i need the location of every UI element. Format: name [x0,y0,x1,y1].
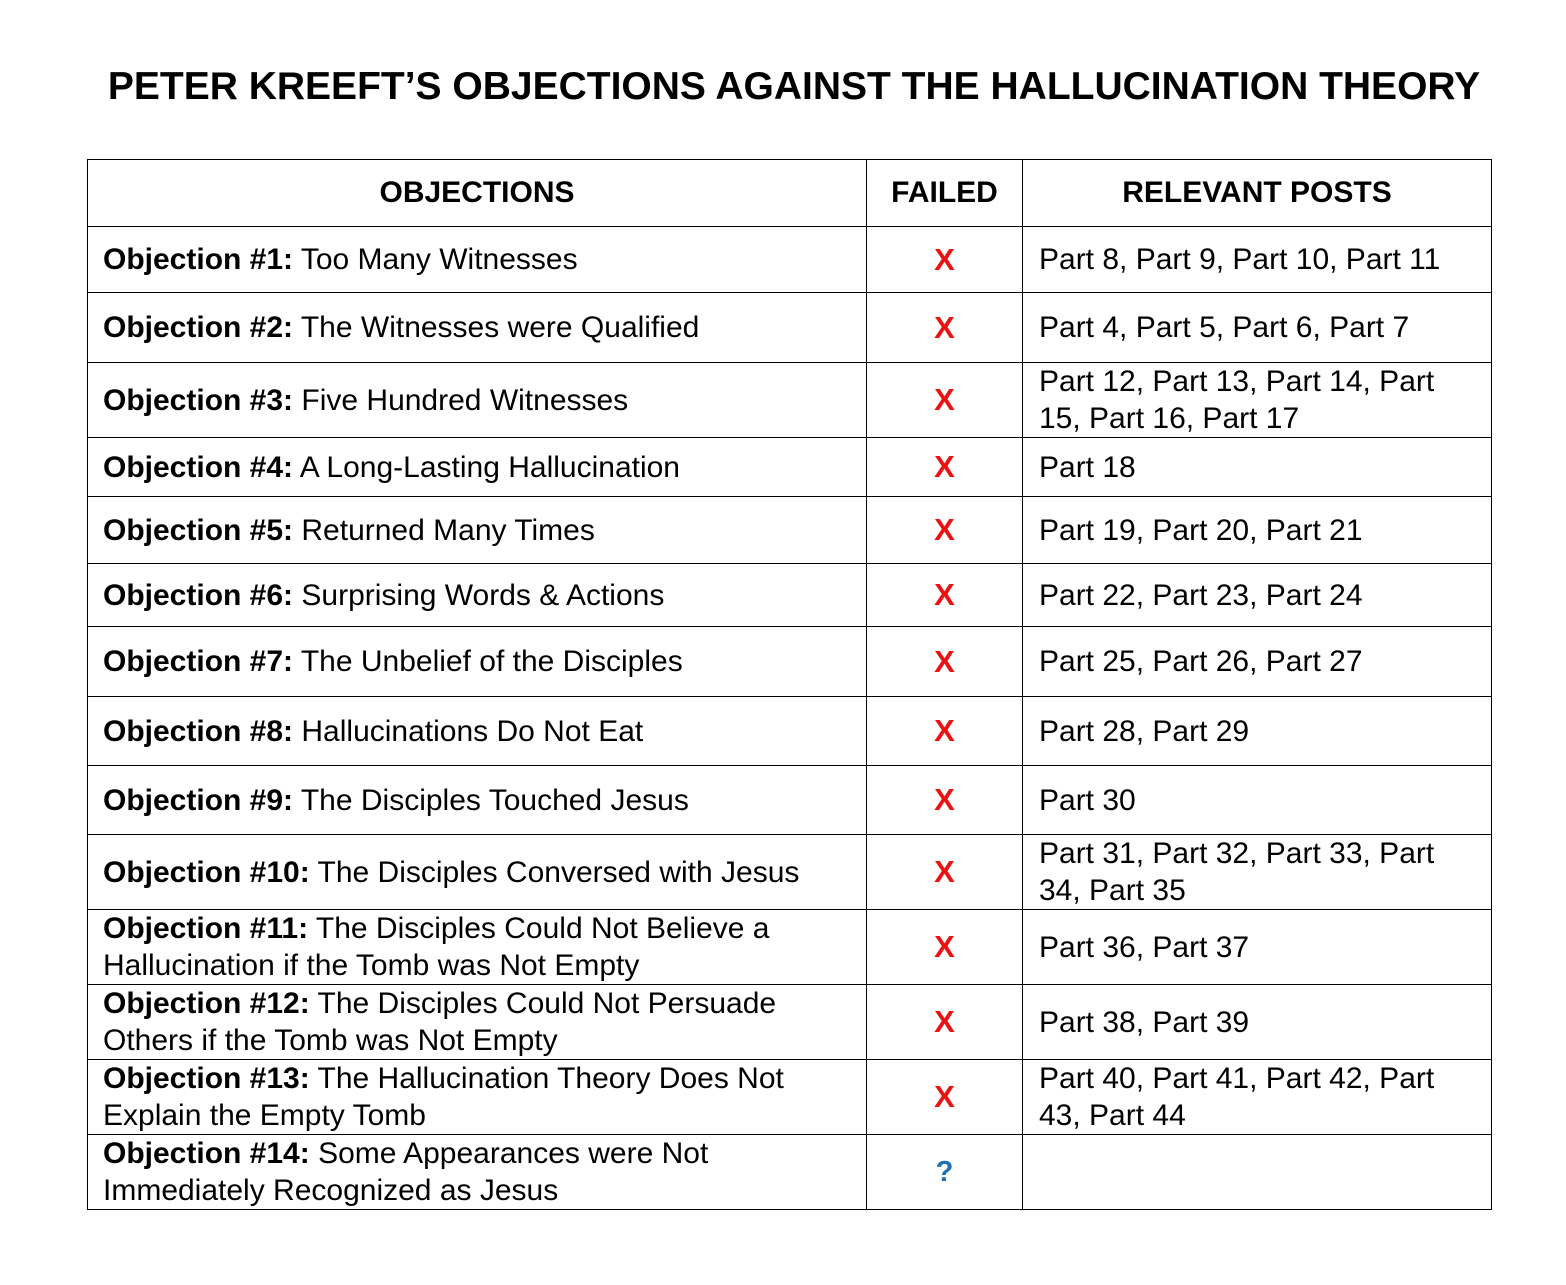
objection-label: Objection #1: [103,243,294,276]
relevant-posts-cell: Part 8, Part 9, Part 10, Part 11 [1023,227,1492,293]
table-row [88,293,1492,363]
objection-text: The Disciples Could Not Believe a Hallucination if the Tomb was Not Empty [103,912,770,982]
header-objections: OBJECTIONS [88,160,867,227]
relevant-posts-cell: Part 38, Part 39 [1023,985,1492,1060]
failed-x-mark: X [934,782,955,817]
objection-cell [88,910,867,985]
objection-label: Objection #3: [103,383,294,417]
objection-cell [88,293,867,363]
failed-x-mark: X [934,643,955,679]
objection-text: A Long-Lasting Hallucination [299,450,680,484]
header-relevant-posts: RELEVANT POSTS [1023,160,1492,227]
objection-text: The Disciples Touched Jesus [300,783,689,817]
objection-cell [88,1060,867,1135]
table-row [88,697,1492,766]
objection-label: Objection #13: [103,1062,310,1095]
relevant-posts-cell: Part 36, Part 37 [1023,910,1492,985]
relevant-posts-cell: Part 22, Part 23, Part 24 [1023,564,1492,627]
failed-x-mark: X [934,929,955,964]
table-row [88,497,1492,564]
failed-cell [867,835,1023,910]
objection-text: Returned Many Times [301,513,595,547]
relevant-posts-cell [1023,1135,1492,1210]
failed-x-mark: X [934,713,955,748]
objection-cell [88,564,867,627]
objection-cell [88,835,867,910]
objection-label: Objection #10: [103,855,310,889]
failed-x-mark: X [934,309,955,345]
failed-cell [867,910,1023,985]
table-row [88,910,1492,985]
failed-x-mark: X [934,241,955,277]
failed-x-mark: X [934,382,955,417]
objection-cell [88,1135,867,1210]
table-row [88,835,1492,910]
header-row [88,160,1492,227]
failed-x-mark: X [934,1079,955,1114]
objection-cell [88,697,867,766]
header-failed: FAILED [867,160,1023,227]
objection-label: Objection #2: [103,311,294,344]
failed-cell [867,766,1023,835]
failed-cell [867,363,1023,438]
relevant-posts-cell: Part 12, Part 13, Part 14, Part 15, Part 16, Part 17 [1023,363,1492,438]
objection-text: The Hallucination Theory Does Not Explain the Empty Tomb [103,1062,784,1132]
failed-cell [867,697,1023,766]
relevant-posts-cell: Part 28, Part 29 [1023,697,1492,766]
objection-cell [88,438,867,497]
failed-x-mark: X [934,1004,955,1039]
table-row [88,1135,1492,1210]
failed-cell [867,497,1023,564]
objection-cell [88,497,867,564]
objection-label: Objection #4: [103,450,294,484]
table-row [88,1060,1492,1135]
relevant-posts-cell: Part 40, Part 41, Part 42, Part 43, Part 44 [1023,1060,1492,1135]
failed-x-mark: X [934,512,955,547]
question-mark-icon: ? [935,1156,954,1188]
objection-cell [88,627,867,697]
objection-text: Hallucinations Do Not Eat [301,714,644,748]
failed-x-mark: X [934,449,955,484]
table-row [88,438,1492,497]
relevant-posts-cell: Part 18 [1023,438,1492,497]
table-row [88,564,1492,627]
objection-cell [88,363,867,438]
failed-cell [867,627,1023,697]
objection-text: The Unbelief of the Disciples [300,645,683,678]
objection-text: The Witnesses were Qualified [300,311,700,344]
relevant-posts-cell: Part 4, Part 5, Part 6, Part 7 [1023,293,1492,363]
objection-label: Objection #12: [103,987,310,1020]
objection-text: The Disciples Conversed with Jesus [317,855,800,889]
failed-cell [867,1135,1023,1210]
relevant-posts-cell: Part 25, Part 26, Part 27 [1023,627,1492,697]
table-row [88,227,1492,293]
failed-cell [867,227,1023,293]
table-row [88,985,1492,1060]
table-row [88,363,1492,438]
relevant-posts-cell: Part 19, Part 20, Part 21 [1023,497,1492,564]
page-title: PETER KREEFT’S OBJECTIONS AGAINST THE HALLUCINATION THEORY [107,65,1481,108]
failed-x-mark: X [934,854,955,889]
objection-label: Objection #11: [103,912,309,945]
objection-text: Five Hundred Witnesses [301,383,629,417]
relevant-posts-cell: Part 31, Part 32, Part 33, Part 34, Part 35 [1023,835,1492,910]
failed-cell [867,564,1023,627]
objection-cell [88,227,867,293]
failed-x-mark: X [934,577,955,612]
objection-label: Objection #6: [103,578,294,612]
table-row [88,766,1492,835]
objection-text: Some Appearances were Not Immediately Recognized as Jesus [103,1137,709,1207]
failed-cell [867,438,1023,497]
objection-text: Too Many Witnesses [300,243,578,276]
objection-cell [88,985,867,1060]
objection-label: Objection #8: [103,714,294,748]
objection-cell [88,766,867,835]
objections-table [87,159,1492,1210]
table-row [88,627,1492,697]
objection-label: Objection #9: [103,783,294,817]
objection-label: Objection #7: [103,645,294,678]
relevant-posts-cell: Part 30 [1023,766,1492,835]
objection-text: Surprising Words & Actions [301,578,665,612]
failed-cell [867,985,1023,1060]
objection-text: The Disciples Could Not Persuade Others if the Tomb was Not Empty [103,987,777,1057]
failed-cell [867,293,1023,363]
objection-label: Objection #14: [103,1137,310,1170]
failed-cell [867,1060,1023,1135]
objection-label: Objection #5: [103,513,294,547]
